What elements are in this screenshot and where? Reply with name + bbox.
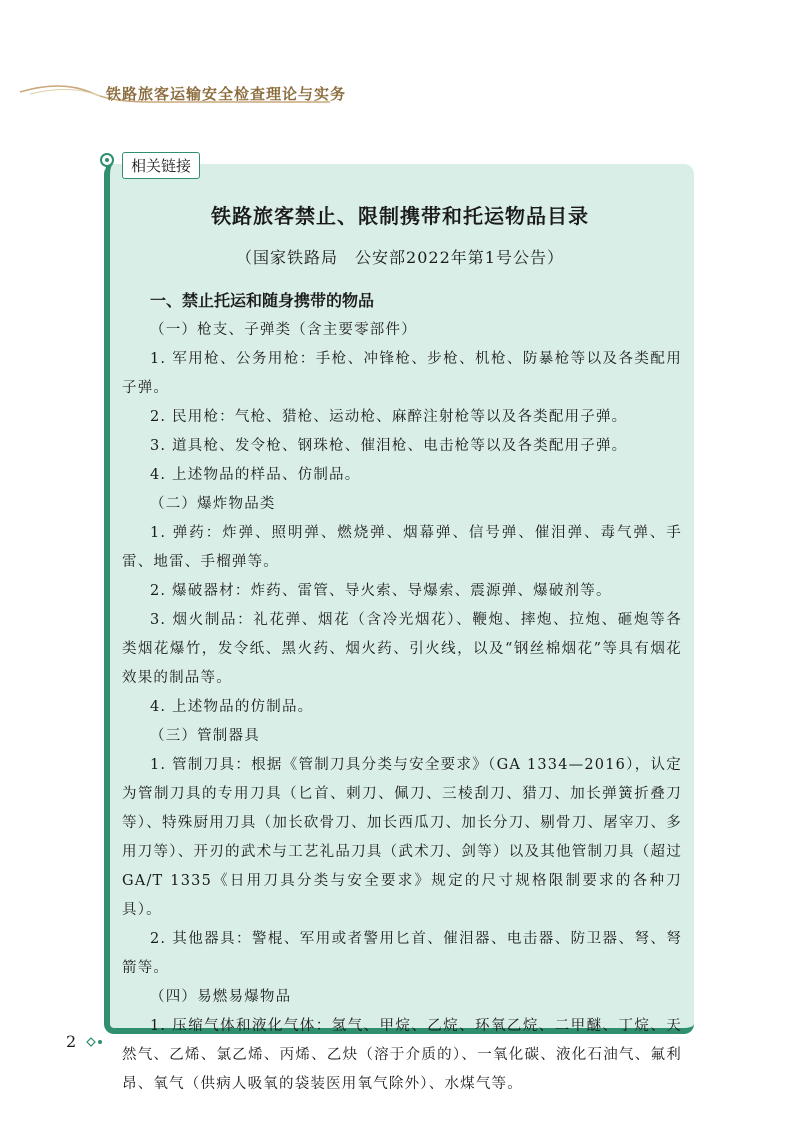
box-title: 铁路旅客禁止、限制携带和托运物品目录 [211,204,589,228]
paragraph: （三）管制器具 [150,728,260,744]
box-content [122,286,682,1099]
paragraph: （四）易燃易爆物品 [150,989,292,1005]
paragraph: 1. 军用枪、公务用枪：手枪、冲锋枪、步枪、机枪、防暴枪等以及各类配用子弹。 [122,351,682,396]
paragraph: 1. 管制刀具：根据《管制刀具分类与安全要求》（GA 1334—2016），认定为管制刀具的专用刀具（匕首、刺刀、佩刀、三棱刮刀、猎刀、加长弹簧折叠刀等）、特殊厨用刀具（加长砍骨刀、加长西瓜刀、加长分刀、剔骨刀、屠宰刀、多用刀等）、开刃的武术与工艺礼品刀具（武术刀、剑等）以及其他管制刀具（超过GA/T 1335《日用刀具分类与安全要求》规定的尺寸规格限制要求的各种刀具）。 [122,757,682,918]
diamond-ornament-icon [86,1037,106,1047]
paragraph: 4. 上述物品的仿制品。 [150,699,314,715]
page-number: 2 [66,1032,77,1051]
paragraph: （二）爆炸物品类 [150,496,276,512]
section-heading: 一、禁止托运和随身携带的物品 [150,291,375,310]
paragraph: 2. 民用枪：气枪、猎枪、运动枪、麻醉注射枪等以及各类配用子弹。 [150,409,628,425]
box-subtitle: （国家铁路局 公安部2022年第1号公告） [236,248,564,267]
paragraph: 3. 烟火制品：礼花弹、烟花（含冷光烟花）、鞭炮、摔炮、拉炮、砸炮等各类烟花爆竹，发令纸、黑火药、烟火药、引火线，以及“钢丝棉烟花”等具有烟花效果的制品等。 [122,612,682,686]
paragraph: 4. 上述物品的样品、仿制品。 [150,467,361,483]
paragraph: 2. 其他器具：警棍、军用或者警用匕首、催泪器、电击器、防卫器、弩、弩箭等。 [122,931,682,976]
paragraph: 1. 弹药：炸弹、照明弹、燃烧弹、烟幕弹、信号弹、催泪弹、毒气弹、手雷、地雷、手榴弹等。 [122,525,682,570]
paragraph: （一）枪支、子弹类（含主要零部件） [150,322,417,338]
related-link-tag [96,150,200,180]
running-header-title: 铁路旅客运输安全检查理论与实务 [106,85,347,103]
paragraph: 3. 道具枪、发令枪、钢珠枪、催泪枪、电击枪等以及各类配用子弹。 [150,438,628,454]
related-link-label: 相关链接 [122,152,200,179]
paragraph: 2. 爆破器材：炸药、雷管、导火索、导爆索、震源弹、爆破剂等。 [150,583,612,599]
clip-icon [96,150,118,180]
paragraph: 1. 压缩气体和液化气体：氢气、甲烷、乙烷、环氧乙烷、二甲醚、丁烷、天然气、乙烯、氯乙烯、丙烯、乙炔（溶于介质的）、一氧化碳、液化石油气、氟利昂、氧气（供病人吸氧的袋装医用氧气除外）、水煤气等。 [122,1018,682,1092]
